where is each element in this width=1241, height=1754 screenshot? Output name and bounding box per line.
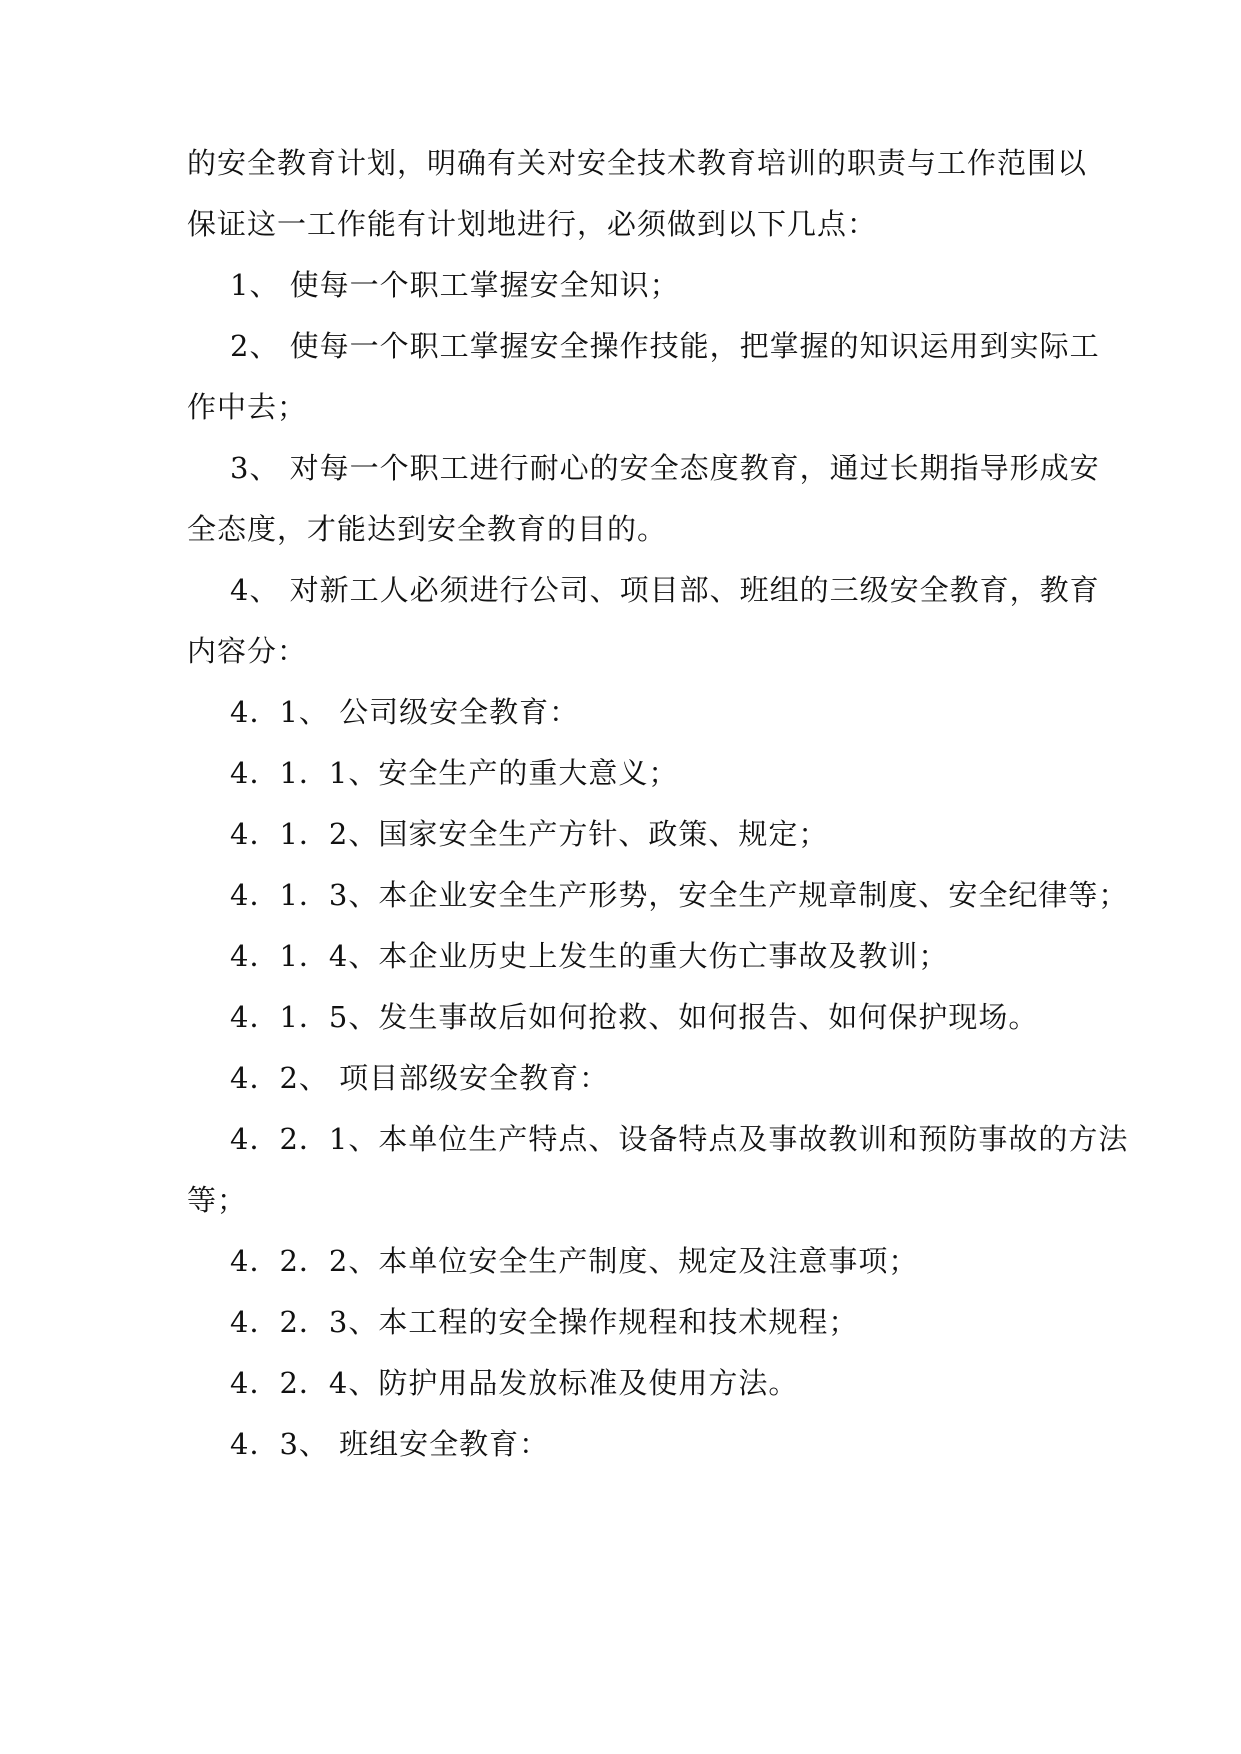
list-item-1: 1、 使每一个职工掌握安全知识； bbox=[230, 268, 680, 302]
paragraph-line: 作中去； bbox=[187, 390, 308, 424]
list-item-4-1-3: 4．1．3、本企业安全生产形势，安全生产规章制度、安全纪律等； bbox=[230, 878, 1129, 912]
list-item-4-1-2: 4．1．2、国家安全生产方针、政策、规定； bbox=[230, 817, 829, 851]
list-item-4-1-5: 4．1．5、发生事故后如何抢救、如何报告、如何保护现场。 bbox=[230, 1000, 1039, 1034]
list-item-4-2-1: 4．2．1、本单位生产特点、设备特点及事故教训和预防事故的方法 bbox=[230, 1122, 1129, 1156]
list-item-4: 4、 对新工人必须进行公司、项目部、班组的三级安全教育，教育 bbox=[230, 573, 1100, 607]
list-item-2: 2、 使每一个职工掌握安全操作技能，把掌握的知识运用到实际工 bbox=[230, 329, 1100, 363]
paragraph-line: 全态度，才能达到安全教育的目的。 bbox=[187, 512, 668, 546]
list-item-4-1-1: 4．1．1、安全生产的重大意义； bbox=[230, 756, 679, 790]
list-item-3: 3、 对每一个职工进行耐心的安全态度教育，通过长期指导形成安 bbox=[230, 451, 1100, 485]
section-heading-4-2: 4．2、 项目部级安全教育： bbox=[230, 1061, 610, 1095]
paragraph-line: 保证这一工作能有计划地进行，必须做到以下几点： bbox=[187, 207, 878, 241]
paragraph-line: 内容分： bbox=[187, 634, 308, 668]
paragraph-line: 的安全教育计划，明确有关对安全技术教育培训的职责与工作范围以 bbox=[187, 146, 1088, 180]
list-item-4-2-2: 4．2．2、本单位安全生产制度、规定及注意事项； bbox=[230, 1244, 919, 1278]
list-item-4-1-4: 4．1．4、本企业历史上发生的重大伤亡事故及教训； bbox=[230, 939, 949, 973]
paragraph-line: 等； bbox=[187, 1183, 248, 1217]
section-heading-4-3: 4．3、 班组安全教育： bbox=[230, 1427, 550, 1461]
section-heading-4-1: 4．1、 公司级安全教育： bbox=[230, 695, 580, 729]
list-item-4-2-3: 4．2．3、本工程的安全操作规程和技术规程； bbox=[230, 1305, 859, 1339]
list-item-4-2-4: 4．2．4、防护用品发放标准及使用方法。 bbox=[230, 1366, 799, 1400]
